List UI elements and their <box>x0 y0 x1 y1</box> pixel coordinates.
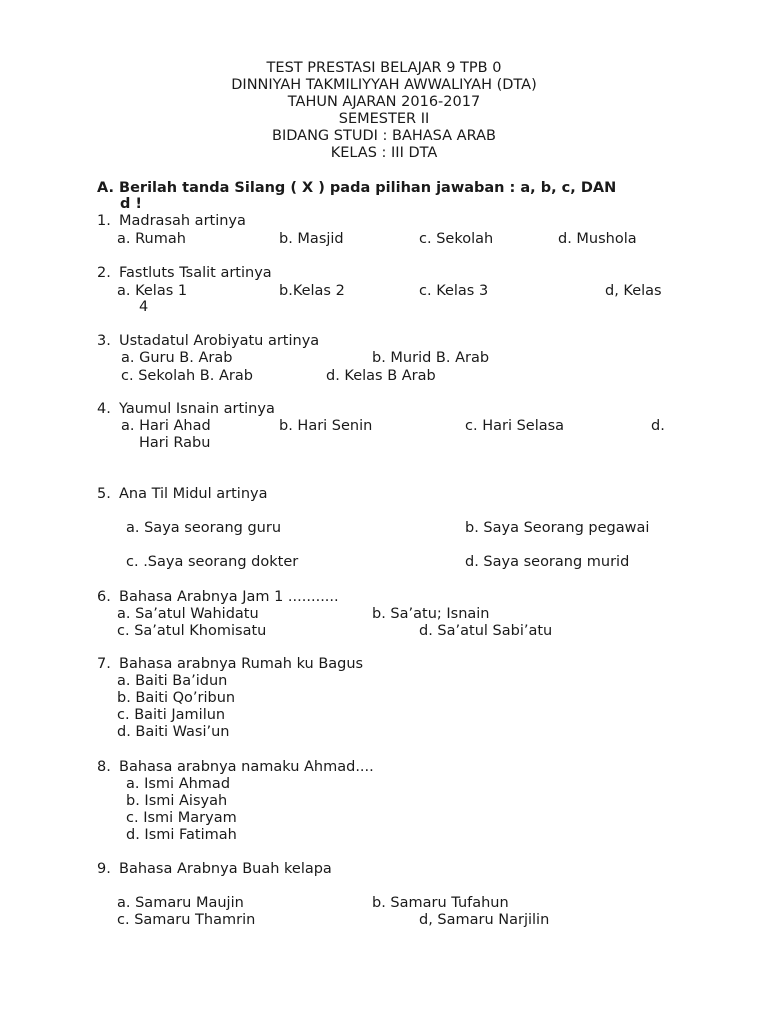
question-1-number: 1. <box>97 213 111 229</box>
question-3-option-b: b. Murid B. Arab <box>372 350 490 366</box>
question-6-text: Bahasa Arabnya Jam 1 ........... <box>119 589 339 605</box>
question-4-option-c: c. Hari Selasa <box>465 418 565 434</box>
question-1-option-a: a. Rumah <box>117 231 186 247</box>
instruction-line-2: d ! <box>120 196 143 212</box>
question-8-text: Bahasa arabnya namaku Ahmad.... <box>119 759 374 775</box>
question-5-number: 5. <box>97 486 111 502</box>
header-line-3: TAHUN AJARAN 2016-2017 <box>287 94 481 110</box>
question-6-number: 6. <box>97 589 111 605</box>
question-2-option-d-cont: 4 <box>139 299 149 315</box>
question-9-text: Bahasa Arabnya Buah kelapa <box>119 861 332 877</box>
question-3-option-a: a. Guru B. Arab <box>121 350 233 366</box>
question-3-text: Ustadatul Arobiyatu artinya <box>119 333 320 349</box>
question-5-option-d: d. Saya seorang murid <box>465 554 630 570</box>
question-4-text: Yaumul Isnain artinya <box>119 401 275 417</box>
question-3-option-d: d. Kelas B Arab <box>326 368 436 384</box>
question-5-option-b: b. Saya Seorang pegawai <box>465 520 650 536</box>
question-7-number: 7. <box>97 656 111 672</box>
question-4-option-d-cont: Hari Rabu <box>139 435 211 451</box>
question-6-option-b: b. Sa’atu; Isnain <box>372 606 490 622</box>
question-2-number: 2. <box>97 265 111 281</box>
question-5-option-a: a. Saya seorang guru <box>126 520 282 536</box>
question-9-number: 9. <box>97 861 111 877</box>
question-6-option-c: c. Sa’atul Khomisatu <box>117 623 267 639</box>
header-line-6: KELAS : III DTA <box>330 145 438 161</box>
question-8-number: 8. <box>97 759 111 775</box>
question-9-option-b: b. Samaru Tufahun <box>372 895 509 911</box>
question-3-option-c: c. Sekolah B. Arab <box>121 368 253 384</box>
question-8-option-c: c. Ismi Maryam <box>126 810 237 826</box>
question-7-option-a: a. Baiti Ba’idun <box>117 673 228 689</box>
question-9-option-d: d, Samaru Narjilin <box>419 912 550 928</box>
question-1-option-d: d. Mushola <box>558 231 637 247</box>
header-line-2: DINNIYAH TAKMILIYYAH AWWALIYAH (DTA) <box>231 77 537 93</box>
question-1-text: Madrasah artinya <box>119 213 246 229</box>
question-8-option-a: a. Ismi Ahmad <box>126 776 231 792</box>
header-line-5: BIDANG STUDI : BAHASA ARAB <box>272 128 496 144</box>
question-6-option-d: d. Sa’atul Sabi’atu <box>419 623 553 639</box>
question-2-text: Fastluts Tsalit artinya <box>119 265 272 281</box>
question-2-option-b: b.Kelas 2 <box>279 283 345 299</box>
header-line-1: TEST PRESTASI BELAJAR 9 TPB 0 <box>266 60 502 76</box>
question-7-option-b: b. Baiti Qo’ribun <box>117 690 236 706</box>
question-2-option-d: d, Kelas <box>605 283 662 299</box>
question-3-number: 3. <box>97 333 111 349</box>
question-7-text: Bahasa arabnya Rumah ku Bagus <box>119 656 364 672</box>
question-1-option-b: b. Masjid <box>279 231 344 247</box>
question-5-text: Ana Til Midul artinya <box>119 486 268 502</box>
question-8-option-b: b. Ismi Aisyah <box>126 793 228 809</box>
question-5-option-c: c. .Saya seorang dokter <box>126 554 299 570</box>
header-line-4: SEMESTER II <box>338 111 430 127</box>
question-4-option-a: a. Hari Ahad <box>121 418 211 434</box>
question-1-option-c: c. Sekolah <box>419 231 494 247</box>
question-6-option-a: a. Sa’atul Wahidatu <box>117 606 259 622</box>
question-4-option-b: b. Hari Senin <box>279 418 373 434</box>
instruction-line-1: A. Berilah tanda Silang ( X ) pada pilihan jawaban : a, b, c, DAN <box>97 180 617 196</box>
question-9-option-a: a. Samaru Maujin <box>117 895 244 911</box>
question-2-option-a: a. Kelas 1 <box>117 283 188 299</box>
question-8-option-d: d. Ismi Fatimah <box>126 827 237 843</box>
question-4-number: 4. <box>97 401 111 417</box>
question-2-option-c: c. Kelas 3 <box>419 283 489 299</box>
question-9-option-c: c. Samaru Thamrin <box>117 912 256 928</box>
question-7-option-c: c. Baiti Jamilun <box>117 707 226 723</box>
question-7-option-d: d. Baiti Wasi’un <box>117 724 230 740</box>
question-4-option-d: d. <box>651 418 665 434</box>
